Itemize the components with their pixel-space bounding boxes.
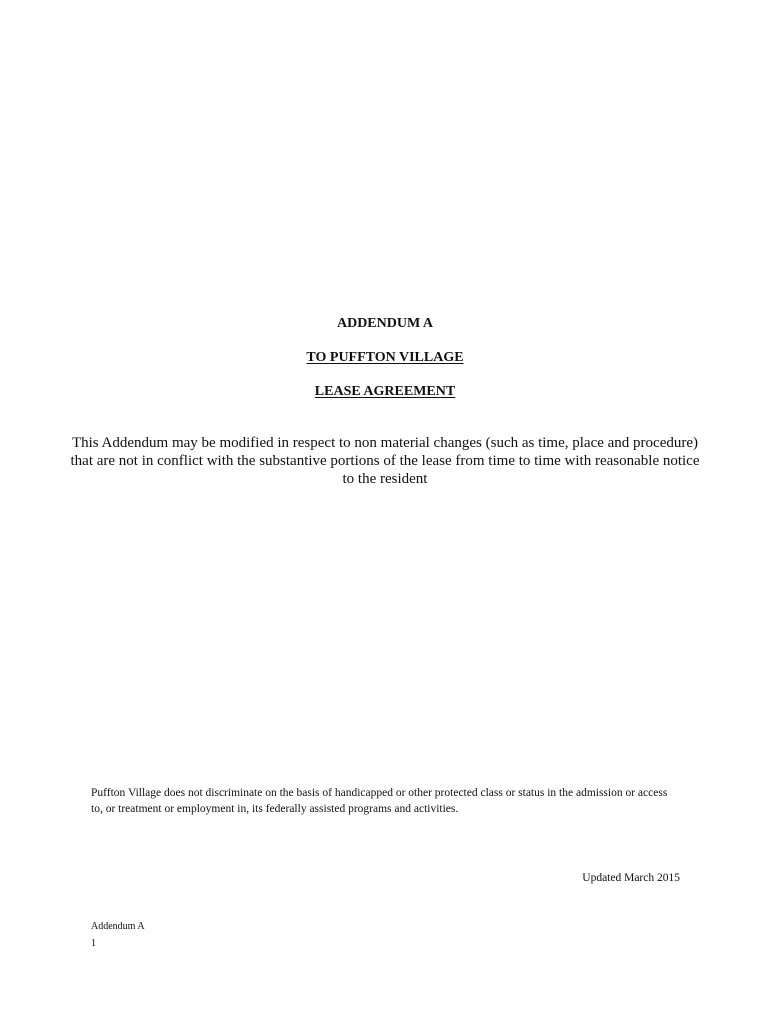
intro-paragraph bbox=[70, 434, 700, 488]
intro-line: to the resident bbox=[342, 471, 428, 487]
footer-label: Addendum A bbox=[91, 921, 145, 932]
document-subtitle-lease: LEASE AGREEMENT bbox=[314, 384, 456, 399]
nondiscrimination-notice bbox=[91, 785, 691, 817]
page-number: 1 bbox=[91, 938, 96, 949]
intro-line: This Addendum may be modified in respect to non material changes (such as time, place and procedure) bbox=[71, 435, 699, 451]
document-subtitle: TO PUFFTON VILLAGE bbox=[306, 350, 464, 365]
intro-line: that are not in conflict with the substantive portions of the lease from time to time with reasonable notice bbox=[70, 453, 700, 469]
notice-line: to, or treatment or employment in, its federally assisted programs and activities. bbox=[91, 803, 459, 815]
notice-line: Puffton Village does not discriminate on the basis of handicapped or other protected class or status in the admission or access bbox=[91, 787, 668, 799]
updated-date: Updated March 2015 bbox=[582, 872, 680, 884]
document-title: ADDENDUM A bbox=[336, 316, 434, 331]
